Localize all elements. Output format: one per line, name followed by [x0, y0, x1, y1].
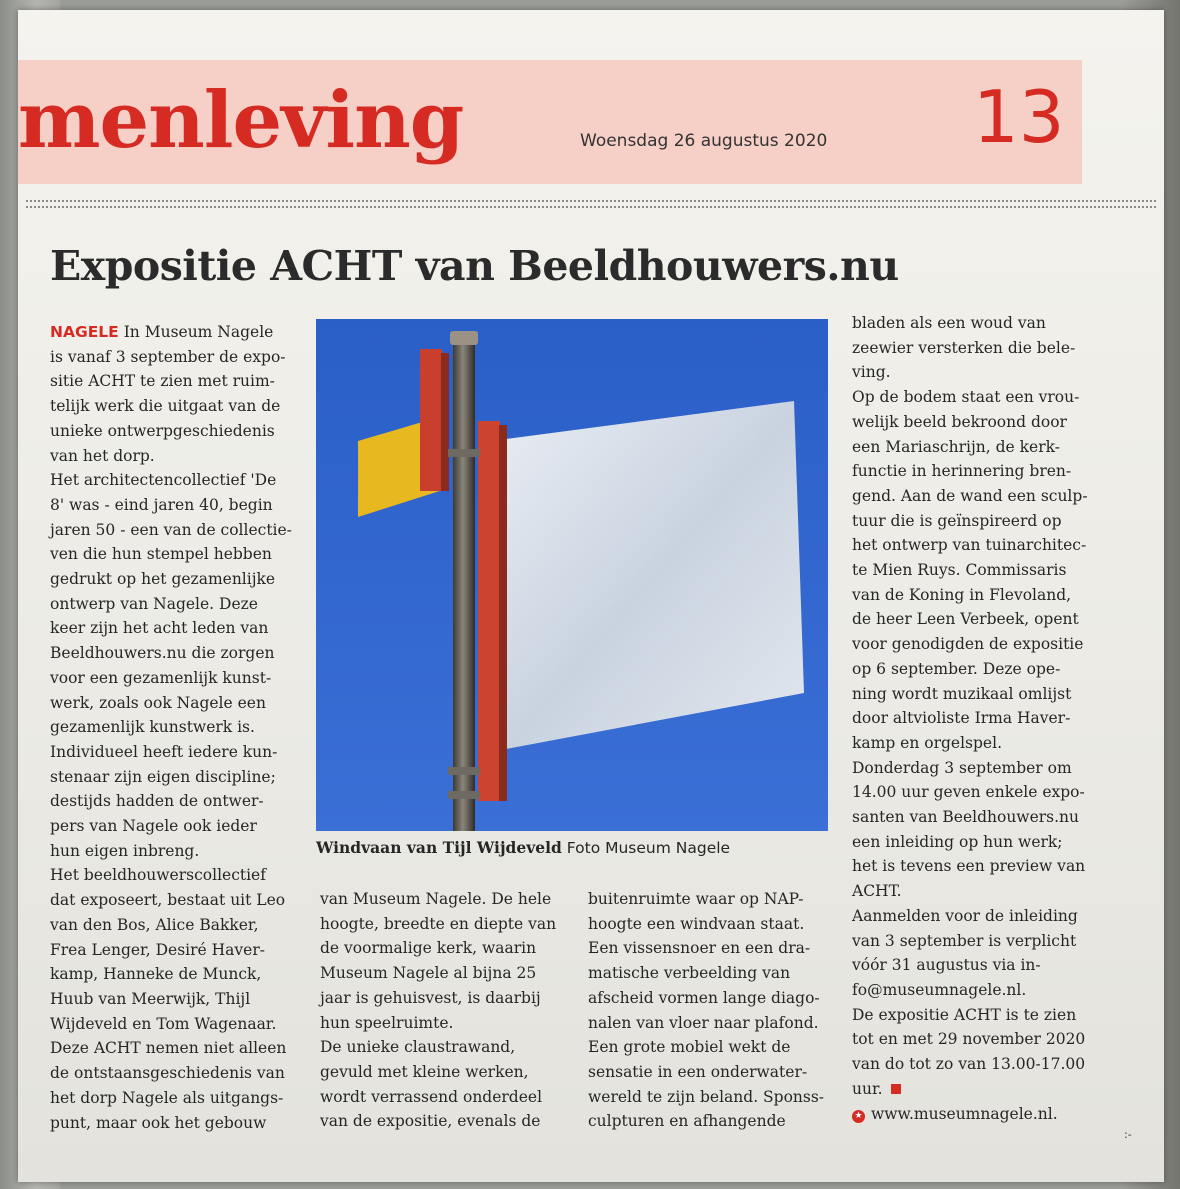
column-line: 14.00 uur geven enkele expo- [852, 783, 1085, 802]
column-line: het ontwerp van tuinarchitec- [852, 536, 1087, 555]
column-line: gend. Aan de wand een sculp- [852, 486, 1088, 505]
column-line: keer zijn het acht leden van [50, 619, 269, 638]
column-line: kamp, Hanneke de Munck, [50, 965, 262, 984]
column-line: ACHT. [852, 882, 902, 901]
column-line: ontwerp van Nagele. Deze [50, 594, 258, 613]
website-link[interactable]: www.museumnagele.nl. [871, 1104, 1058, 1123]
column-line: tuur die is geïnspireerd op [852, 511, 1062, 530]
column-line [50, 320, 306, 345]
column-line: sitie ACHT te zien met ruim- [50, 372, 275, 391]
red-bar-upper [420, 349, 442, 491]
column-line: het is tevens een preview van [852, 857, 1086, 876]
column-line: hun eigen inbreng. [50, 841, 200, 860]
column-line: Museum Nagele al bijna 25 [320, 964, 537, 983]
column-line: jaren 50 - een van de collectie- [50, 520, 292, 539]
caption-title: Windvaan van Tijl Wijdeveld [316, 838, 562, 857]
column-line: punt, maar ook het gebouw [50, 1113, 267, 1132]
column-line: van 3 september is verplicht [852, 931, 1077, 950]
column-line: is vanaf 3 september de expo- [50, 347, 286, 366]
column-line: buitenruimte waar op NAP- [588, 890, 804, 908]
link-star-icon: ★ [852, 1110, 865, 1123]
column-line: gevuld met kleine werken, [320, 1062, 529, 1081]
column-line: het dorp Nagele als uitgangs- [50, 1088, 284, 1107]
column-line: De unieke claustrawand, [320, 1038, 516, 1057]
column-line: tot en met 29 november 2020 [852, 1030, 1086, 1049]
column-line: fo@museumnagele.nl. [852, 980, 1027, 999]
column-line: van Museum Nagele. De hele [320, 890, 552, 908]
column-line: santen van Beeldhouwers.nu [852, 808, 1080, 827]
column-line: gedrukt op het gezamenlijke [50, 570, 276, 589]
column-line: Frea Lenger, Desiré Haver- [50, 940, 265, 959]
wind-vane-sculpture [316, 319, 828, 831]
column-line: vóór 31 augustus via in- [852, 956, 1041, 975]
column-line: stenaar zijn eigen discipline; [50, 767, 276, 786]
photo-caption [316, 836, 730, 860]
column-line: culpturen en afhangende [588, 1112, 786, 1131]
issue-date: Woensdag 26 augustus 2020 [580, 131, 828, 151]
article-column-4 [852, 311, 1112, 1126]
column-line: Wijdeveld en Tom Wagenaar. [50, 1014, 277, 1033]
column-line: Het beeldhouwerscollectief [50, 866, 266, 885]
column-line: gezamenlijk kunstwerk is. [50, 718, 255, 737]
column-line: kamp en orgelspel. [852, 733, 1002, 752]
column-line: functie in herinnering bren- [852, 462, 1072, 481]
column-line: ven die hun stempel hebben [50, 545, 272, 564]
column-line: wereld te zijn beland. Sponss- [588, 1087, 825, 1106]
continuation-mark: :- [1124, 1128, 1132, 1141]
column-line: hun speelruimte. [320, 1013, 454, 1032]
column-line: de heer Leen Verbeek, opent [852, 610, 1079, 629]
web-link-line [852, 1102, 1112, 1127]
column-line: Individueel heeft iedere kun- [50, 742, 278, 761]
column-line: de ontstaansgeschiedenis van [50, 1064, 285, 1083]
column-line: destijds hadden de ontwer- [50, 792, 264, 811]
column-line: dat exposeert, bestaat uit Leo [50, 891, 286, 910]
column-line: hoogte, breedte en diepte van [320, 914, 557, 933]
section-title: menleving [18, 75, 464, 166]
column-line: jaar is gehuisvest, is daarbij [320, 988, 541, 1007]
column-line-text: In Museum Nagele [123, 323, 274, 341]
column-line: afscheid vormen lange diago- [588, 988, 820, 1007]
column-line: sensatie in een onderwater- [588, 1062, 808, 1081]
column-line: 8' was - eind jaren 40, begin [50, 495, 273, 514]
article-column-3 [588, 887, 838, 1134]
column-line [852, 1077, 1112, 1102]
column-line: Beeldhouwers.nu die zorgen [50, 644, 275, 663]
column-line: te Mien Ruys. Commissaris [852, 561, 1067, 580]
article-photo [316, 319, 828, 831]
column-line: van den Bos, Alice Bakker, [50, 915, 259, 934]
article-column-1 [50, 320, 306, 1135]
column-line: Een vissensnoer en een dra- [588, 939, 811, 958]
article-headline: Expositie ACHT van Beeldhouwers.nu [50, 242, 899, 290]
column-line: werk, zoals ook Nagele een [50, 693, 266, 712]
column-line: Donderdag 3 september om [852, 758, 1072, 777]
column-line: Huub van Meerwijk, Thijl [50, 989, 251, 1008]
end-of-article-icon [891, 1084, 901, 1094]
header-divider-2 [26, 206, 1156, 208]
header-divider [26, 200, 1156, 202]
column-line: telijk werk die uitgaat van de [50, 397, 281, 416]
column-line: Het architectencollectief 'De [50, 471, 277, 490]
column-line: nalen van vloer naar plafond. [588, 1013, 819, 1032]
column-line: op 6 september. Deze ope- [852, 659, 1061, 678]
column-line: ving. [852, 363, 891, 382]
dateline: NAGELE [50, 323, 119, 341]
column-line: de voormalige kerk, waarin [320, 939, 537, 958]
article-column-2 [320, 887, 570, 1134]
column-line: pers van Nagele ook ieder [50, 817, 257, 836]
column-line: voor een gezamenlijk kunst- [50, 668, 272, 687]
column-line: De expositie ACHT is te zien [852, 1005, 1077, 1024]
column-line: bladen als een woud van [852, 314, 1046, 332]
page-number: 13 [973, 75, 1065, 159]
column-line: Deze ACHT nemen niet alleen [50, 1039, 287, 1058]
white-vane-plate [506, 401, 804, 749]
column-line: van het dorp. [50, 446, 155, 465]
column-line: Een grote mobiel wekt de [588, 1038, 791, 1057]
column-line: van de expositie, evenals de [320, 1112, 541, 1131]
column-line: zeewier versterken die bele- [852, 338, 1076, 357]
column-line: hoogte een windvaan staat. [588, 914, 805, 933]
column-line: welijk beeld bekroond door [852, 412, 1067, 431]
column-line: ning wordt muzikaal omlijst [852, 684, 1072, 703]
column-line: Aanmelden voor de inleiding [852, 906, 1078, 925]
column-line: Op de bodem staat een vrou- [852, 388, 1080, 407]
column-line: een inleiding op hun werk; [852, 832, 1063, 851]
closing-line: uur. [852, 1079, 883, 1098]
column-line: unieke ontwerpgeschiedenis [50, 421, 275, 440]
column-line: wordt verrassend onderdeel [320, 1087, 543, 1106]
column-line: van de Koning in Flevoland, [852, 585, 1072, 604]
column-line: door altvioliste Irma Haver- [852, 709, 1071, 728]
column-line: voor genodigden de expositie [852, 635, 1084, 654]
column-line: een Mariaschrijn, de kerk- [852, 437, 1060, 456]
red-bar-lower [478, 421, 500, 801]
steel-pole [453, 337, 475, 831]
column-line: van do tot zo van 13.00-17.00 [852, 1055, 1086, 1074]
newspaper-clipping [18, 10, 1164, 1182]
caption-credit: Foto Museum Nagele [566, 839, 731, 857]
column-line: matische verbeelding van [588, 964, 791, 983]
